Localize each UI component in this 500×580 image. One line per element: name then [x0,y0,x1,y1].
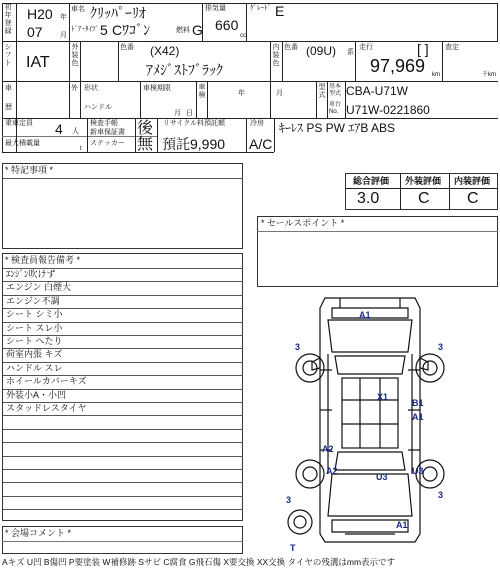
report-row-line [3,496,243,497]
grade-label: ｸﾞﾚｰﾄﾞ [250,5,271,12]
load-unit: t [80,146,82,152]
grade-value: E [275,3,285,19]
capacity-unit: 人 [72,128,79,135]
interior-score: C [467,190,479,207]
displacement-value: 660 [215,17,239,33]
special-notes-title: * 特記事項 * [5,165,54,175]
mileage-unit: km [432,72,440,78]
handle-label: ハンドル [84,104,112,111]
month-unit: 月 [60,32,67,39]
shape-label: 形状 [84,85,98,92]
fuel-label: 燃料 [176,27,190,34]
rear-glass [335,452,405,470]
report-item: エンジン不調 [6,295,60,306]
sticker-label: ステッカー [90,140,125,147]
interior-color-label: 内装色 [272,44,280,67]
damage-label-right-door-b: B1 [412,398,424,408]
color-code-label: 色番 [120,44,134,51]
assessment-unit: 千km [482,72,496,78]
color-code: (X42) [150,44,180,58]
rear-hatch [328,474,412,516]
inspection-month: 月 [174,110,181,117]
report-item: スタッドレスタイヤ [6,403,87,413]
vehicle-inspection-label: 車検 [198,84,206,99]
damage-label-spare: 3 [286,495,292,505]
exterior-color-label: 外装色 [71,44,79,67]
first-reg-label: 初年登録 [4,4,12,35]
car-body-outline [320,298,420,542]
report-row-line [3,429,243,430]
damage-code-legend: Aキズ U凹 B傷凹 P要塗装 W補修跡 Sサビ C腐食 G飛石傷 X要交換 XX交換 タイヤの残溝はmm表示です [2,557,396,567]
hood [328,320,412,352]
damage-label-fl-wheel: 3 [295,342,301,352]
report-item: シート へたり [6,336,63,346]
car-name: ｸﾘｯﾊﾟｰﾘｵ [90,5,146,21]
roof [342,378,398,448]
report-item: ｴﾝｼﾞﾝ吹けず [6,269,56,279]
report-row-line [3,415,243,416]
rear-value: 後 [137,120,154,137]
exterior-score-label: 外装評価 [405,176,442,186]
report-row-line [3,442,243,443]
damage-label-tire: T [290,543,296,552]
car-damage-diagram [280,290,460,552]
body-type: Cﾜｺﾞﾝ [112,22,151,38]
frame-number: U71W-0221860 [346,103,430,117]
ac-label: 冷房 [250,120,264,127]
shift-label: シフト [4,44,12,67]
report-item: エンジン 白煙大 [6,282,72,293]
report-item: 荷室内張 キズ [6,349,63,360]
exterior-score: C [418,190,430,207]
displacement-label: 排気量 [205,5,226,12]
reg-year: H20 [27,6,53,22]
reg-month: 07 [27,24,43,40]
report-row-line [3,482,243,483]
ac-value: A/C [249,136,273,152]
vi-month-unit: 月 [276,90,283,97]
outer-label: 外 [71,85,78,92]
damage-label-fr-wheel: 3 [438,342,444,352]
inspection-label: 車検期限 [143,85,171,92]
overall-score: 3.0 [357,190,380,207]
type-label: 系 [347,49,354,56]
displacement-unit: cc [240,33,246,39]
report-item: 外装小A・小凹 [6,389,67,400]
chassis-label: 型式 [318,84,326,99]
frame-label: 車台No. [329,102,342,115]
report-row-line [3,509,243,510]
interior-score-label: 内装評価 [454,176,491,186]
damage-label-rr-wheel: 3 [438,490,444,500]
interior-code: (09U) [306,44,337,58]
doors-value: 5 [100,22,108,38]
windshield [335,356,405,374]
damage-label-left-rear-b: A2 [326,466,338,476]
report-item: ハンドル スレ [6,362,63,373]
vi-year-unit: 年 [238,90,245,97]
none-value: 無 [137,136,154,153]
max-load-label: 最大積載量 [5,140,40,147]
damage-label-left-rear-a: A2 [322,444,334,454]
report-row-line [3,456,243,457]
equipment-list: ｷｰﾚｽ PS PW ｴｱB ABS [279,121,396,135]
inspector-book-label: 検査手帳 [90,120,118,127]
report-item: シート スレ小 [6,322,63,333]
year-unit: 年 [60,14,67,21]
recycle-value: 預託9,990 [162,136,226,152]
damage-label-roof: X1 [377,392,389,402]
inspection-day: 日 [186,110,193,117]
base-model-label: 基本型式 [329,84,342,97]
sales-point-title: * セールスポイント * [261,218,345,228]
shift-value: IAT [26,54,50,71]
damage-label-right-door-a: A1 [412,412,424,422]
capacity-value: 4 [55,121,63,137]
history-label: 歴 [5,104,12,111]
doors-label: ﾄﾞｱ･ﾀｲﾌﾟ [71,26,99,33]
report-row-line [3,469,243,470]
mileage-value: 97,969 [370,56,426,76]
mileage-label: 走行 [359,44,373,51]
vehicle-label: 車 [5,85,12,92]
assessment-label: 査定 [445,44,459,51]
overall-score-label: 総合評価 [353,176,390,186]
report-item: シート シミ小 [6,309,63,320]
auction-comment-title: * 会場コメント * [5,528,72,538]
damage-label-right-rear: U3 [412,466,424,476]
fuel-value: G [192,22,203,38]
capacity-label: 乗車定員 [5,120,33,127]
report-item: ホイールカバーキズ [6,376,87,387]
recycle-label: リサイクル料預託額 [163,120,226,127]
inspector-report-title: * 検査員報告備考 * [5,255,81,265]
damage-label-rear-bumper: A1 [396,520,408,530]
model-value: CBA-U71W [346,84,409,98]
color-name: ｱﾒｼﾞｽﾄﾌﾞﾗｯｸ [146,62,223,78]
car-name-label: 車名 [71,6,85,13]
damage-label-hatch: U3 [376,472,388,482]
damage-label-hood: A1 [359,310,371,320]
new-car-warranty-label: 新車保証書 [90,129,125,136]
mileage-bracket: [ ] [417,41,429,57]
spare-wheel [288,510,312,534]
interior-code-label: 色番 [284,44,298,51]
